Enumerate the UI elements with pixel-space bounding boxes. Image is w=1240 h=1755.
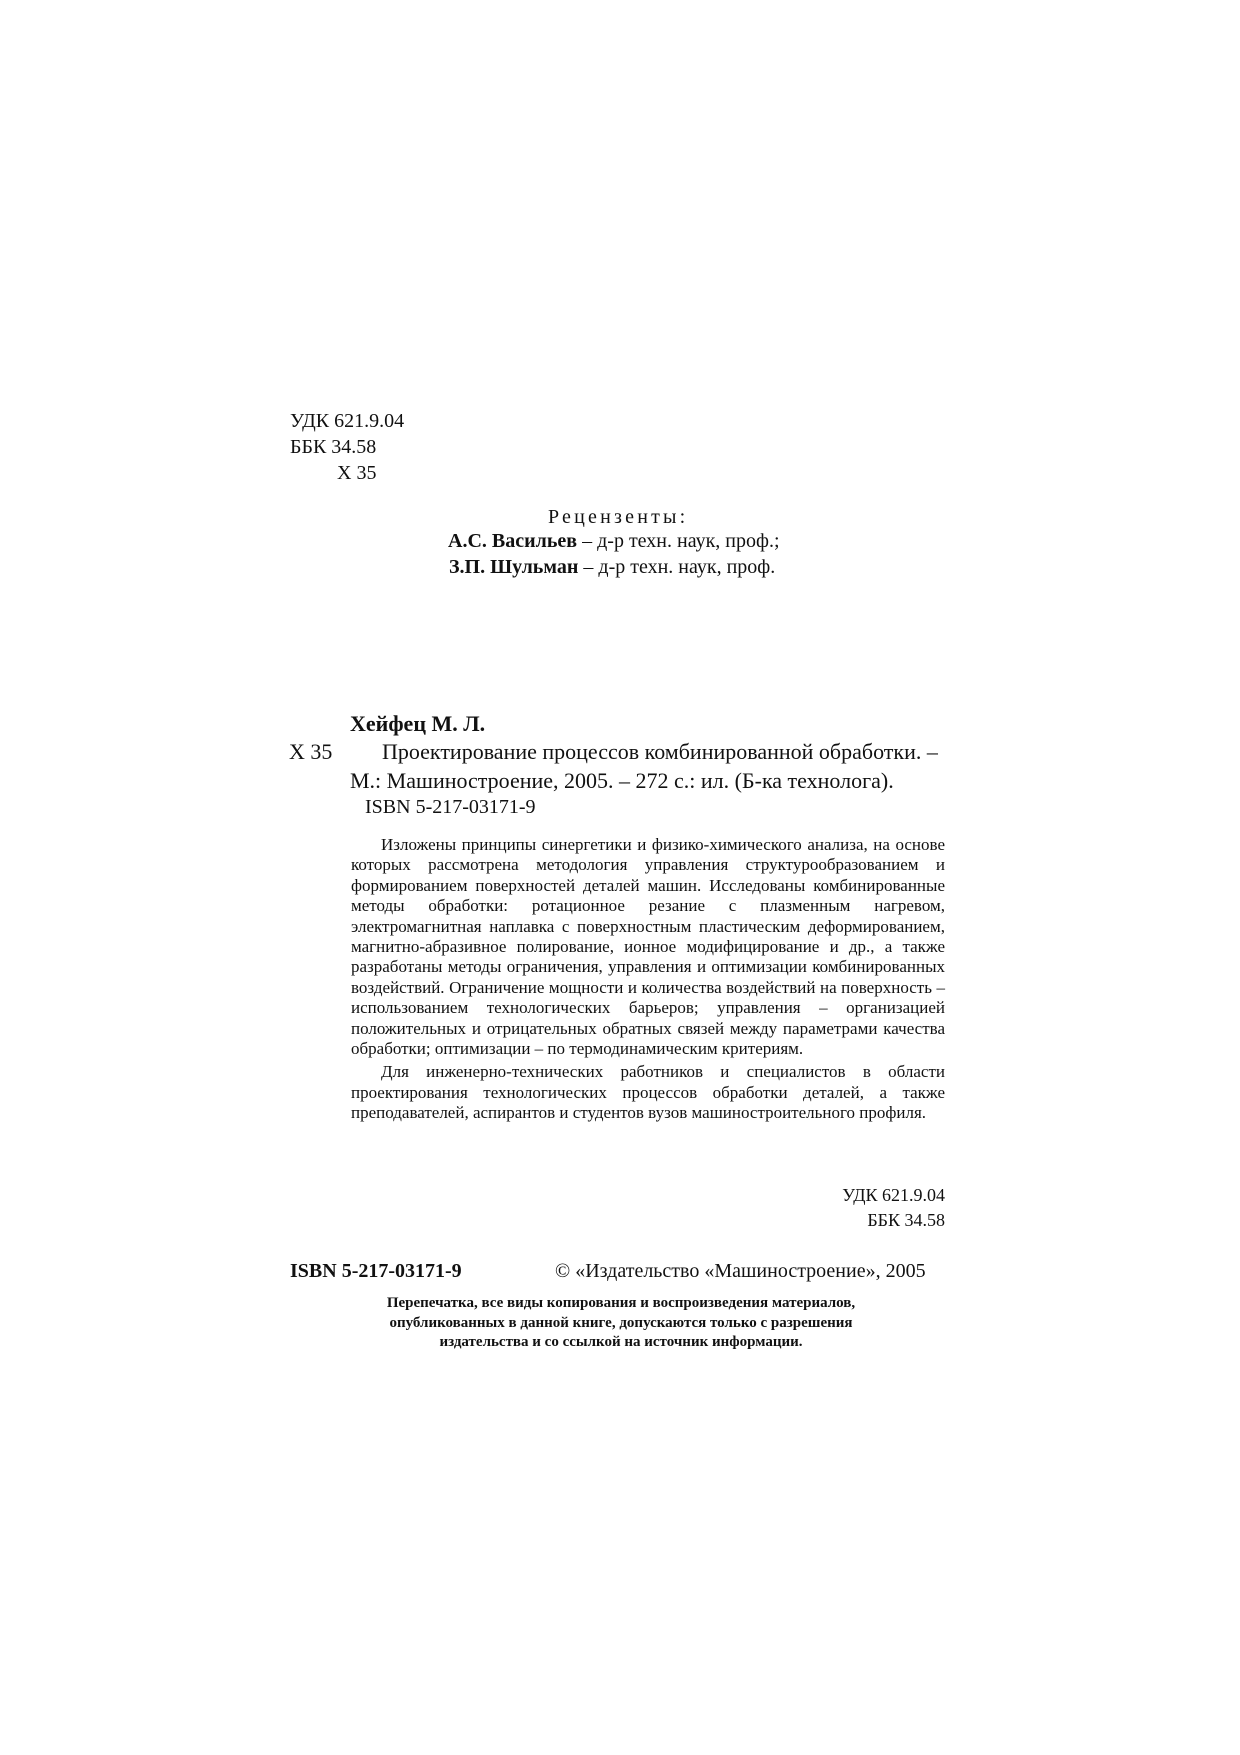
notice-line: издательства и со ссылкой на источник информации. (439, 1334, 803, 1350)
abstract-bbk: ББК 34.58 (867, 1210, 945, 1230)
reviewer-2 (449, 556, 775, 579)
reprint-notice (300, 1294, 942, 1353)
abstract (351, 835, 945, 1124)
copyright: © «Издательство «Машиностроение», 2005 (555, 1260, 926, 1282)
bib-isbn: ISBN 5-217-03171-9 (365, 796, 536, 818)
reviewer-2-name: З.П. Шульман (449, 556, 579, 578)
book-title: Проектирование процессов комбинированной обработки. – (382, 739, 938, 764)
book-author: Хейфец М. Л. (350, 711, 486, 736)
bib-sign: Х 35 (289, 739, 333, 764)
bbk-code: ББК 34.58 (290, 436, 377, 458)
reviewer-1-info: – д-р техн. наук, проф.; (577, 530, 780, 552)
footer-isbn: ISBN 5-217-03171-9 (290, 1260, 462, 1282)
abstract-paragraph-1: Изложены принципы синергетики и физико-химического анализа, на основе которых рассмотрена методология управления структурообразованием и формированием поверхностей деталей машин. Исследованы комбинированные методы обработки: ротационное резание с плазменным нагревом, электромагнитная наплавка с поверхностным пластическим деформированием, магнитно-абразивное полирование, ионное модифицирование и др., а также разработаны методы ограничения, управления и оптимизации комбинированных воздействий. Ограничение мощности и количества воздействий на поверхность – использованием технологических барьеров; управления – организацией положительных и отрицательных обратных связей между параметрами качества обработки; оптимизации – по термодинамическим критериям. (351, 835, 945, 1059)
reviewer-1-name: А.С. Васильев (448, 530, 578, 552)
abstract-paragraph-2: Для инженерно-технических работников и специалистов в области проектирования технологических процессов обработки деталей, а также преподавателей, аспирантов и студентов вузов машиностроительного профиля. (351, 1062, 945, 1123)
udk-code: УДК 621.9.04 (290, 410, 405, 432)
abstract-udk: УДК 621.9.04 (842, 1185, 945, 1205)
notice-line: Перепечатка, все виды копирования и воспроизведения материалов, (386, 1295, 856, 1311)
reviewer-1 (448, 530, 780, 553)
notice-line: опубликованных в данной книге, допускаются только с разрешения (389, 1314, 853, 1331)
reviewers-title: Рецензенты: (548, 506, 689, 528)
book-publisher: М.: Машиностроение, 2005. – 272 с.: ил. (Б-ка технолога). (350, 768, 894, 793)
reviewer-2-info: – д-р техн. наук, проф. (578, 556, 776, 578)
author-sign: Х 35 (337, 462, 377, 484)
